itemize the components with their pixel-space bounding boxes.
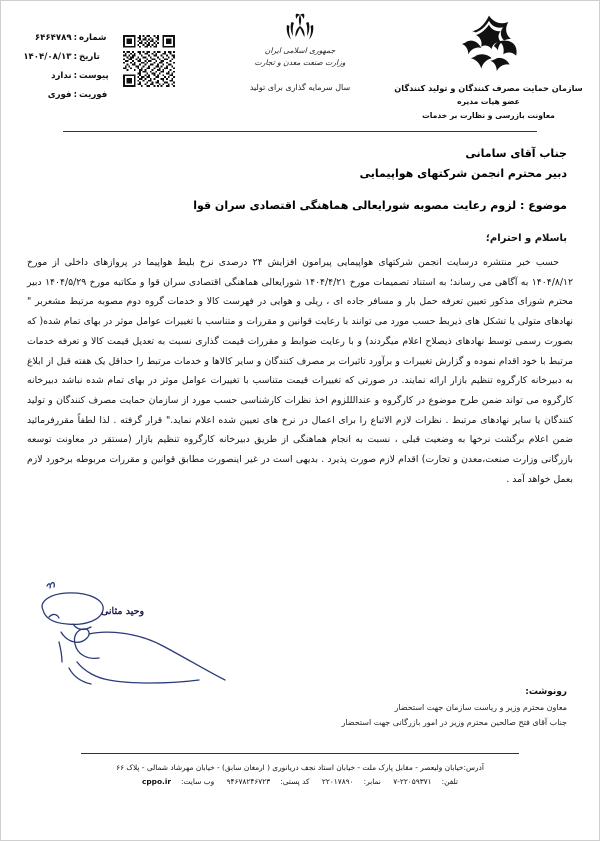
meta-colon: : <box>73 90 77 100</box>
footer-contact-line <box>21 775 579 789</box>
letter-body <box>27 253 573 489</box>
fax-value: ۲۲۰۱۷۸۹۰ <box>321 777 354 787</box>
meta-label-attachment: پیوست <box>79 71 109 81</box>
meta-label-number: شماره <box>79 33 107 43</box>
postal-value: ۹۴۶۷۸۲۴۶۷۲۳ <box>226 777 271 787</box>
subject-line: موضوع : لزوم رعایت مصوبه شورایعالی هماهنگی اقتصادی سران قوا <box>193 199 567 212</box>
addressee-title: دبیر محترم انجمن شرکتهای هواپیمایی <box>359 167 567 181</box>
org-name: سازمان حمایت مصرف کنندگان و تولید کنندگان <box>394 83 583 93</box>
meta-row-urgency <box>11 90 119 100</box>
meta-label-urgency: فوریت <box>79 90 108 100</box>
meta-rows <box>11 33 119 109</box>
address-value: خیابان ولیعصر - مقابل پارک ملت - خیابان استاد نجف دریانوری ( ارمغان سابق) - خیابان مهرشاد شمالی - پلاک ۶۶ <box>116 763 464 772</box>
ministry-name: وزارت صنعت معدن و تجارت <box>254 58 346 68</box>
meta-colon: : <box>73 33 77 43</box>
meta-value-urgency: فوری <box>47 90 72 100</box>
qr-code <box>123 35 175 87</box>
meta-colon: : <box>73 52 77 62</box>
org-department: معاونت بازرسی و نظارت بر خدمات <box>422 110 555 120</box>
organization-block <box>386 13 591 122</box>
org-role: عضو هیات مدیره <box>457 97 520 107</box>
phone-label: تلفن: <box>441 777 458 787</box>
cc-block <box>33 687 567 731</box>
meta-row-attachment <box>11 71 119 81</box>
meta-value-attachment: ندارد <box>51 71 72 81</box>
fax-label: نمابر: <box>363 777 381 787</box>
cc-title: رونوشت: <box>525 687 567 697</box>
meta-colon: : <box>73 71 77 81</box>
meta-row-number <box>11 33 119 43</box>
signature-block <box>29 576 289 696</box>
web-value[interactable]: cppo.ir <box>142 777 172 787</box>
cc-item: معاون محترم وزیر و ریاست سازمان جهت استحضار <box>394 703 567 712</box>
letter-footer <box>21 761 579 790</box>
salutation: باسلام و احترام؛ <box>485 233 567 244</box>
body-paragraph: حسب خبر منتشره درسایت انجمن شرکتهای هواپیمایی پیرامون افزایش ۲۴ درصدی نرخ بلیط هواپیما در پروازهای داخلی از مورخ ۱۴۰۴/۸/۱۲ به آگاهی می رساند؛ به استناد تصمیمات مورخ ۱۴۰۴/۴/۲۱ شورایعالی هماهنگی اقتصادی سران قوا و مکاتبه مورخ ۱۴۰۴/۵/۲۹ دبیر محترم شورای مذکور تعیین تعرفه حمل بار و مسافر جاده ای ، ریلی و هوایی در فهرست کالا و خدمات گروه دوم مصوبه مرتبط مشعربر " نهادهای متولی یا تشکل های ذیربط حسب مورد می توانند با رعایت قوانین و مقررات و متناسب با تغییرات عوامل موثر در بهای تمام شده( که بصورت رسمی توسط نهادهای ذیصلاح اعلام میگردند) و با رعایت ضوابط و مقررات قیمت گذاری نسبت به تعدیل قیمت کالا و تعرفه خدمات مرتبط با خود اقدام نموده و گزارش تغییرات و برآورد تاثیرات بر مصرف کنندگان و سایر کالاها و خدمات مرتبط را حداقل یک هفته قبل از ابلاغ به دبیرخانه کارگروه تنظیم بازار ارائه نمایند. در صورتی که تغییرات قیمت متناسب با تغییرات عوامل موثر در بهای تمام شده نباشد دبیرخانه کارگروه می تواند ضمن طرح موضوع در کارگروه و عندالللزوم اخذ نظرات کارشناسی حسب مورد از سازمان حمایت مصرف کنندگان و تولید کنندگان یا سایر نهادهای مرتبط . نظرات لازم الاتباع را برای اعمال در نرخ های تعیین شده اعلام نماید." قرار گرفته . لذا لطفاً مقررفرمائید ضمن اعلام برگشت نرخها به وضعیت قبلی ، نسبت به انجام هماهنگی از طریق دبیرخانه کارگروه تنظیم بازار (مستقر در معاونت توسعه بازرگانی وزارت صنعت،معدن و تجارت) اقدام لازم صورت پذیرد . بدیهی است در غیر اینصورت مطابق قوانین و مقررات مربوطه برخورد لازم بعمل خواهد آمد . <box>27 257 573 485</box>
phone-value: ۲۲۰۵۹۳۷۱-۷ <box>393 777 432 787</box>
meta-label-date: تاریخ <box>79 52 100 62</box>
iran-national-emblem <box>285 11 315 43</box>
postal-label: کد پستی: <box>280 777 310 787</box>
letter-header <box>1 9 599 129</box>
meta-row-date <box>11 52 119 62</box>
signer-name: وحید مثانی <box>101 606 145 617</box>
meta-value-number: ۶۴۶۴۷۸۹ <box>34 33 72 43</box>
addressee-block <box>33 144 567 185</box>
web-label: وب سایت: <box>181 777 215 787</box>
footer-divider <box>81 753 519 754</box>
address-label: آدرس: <box>463 763 484 772</box>
cc-item: جناب آقای فتح صالحین محترم وزیر در امور بازرگانی جهت استحضار <box>341 717 567 727</box>
handwritten-signature <box>29 576 289 696</box>
addressee-name: جناب آقای سامانی <box>465 147 567 160</box>
meta-value-date: ۱۴۰۴/۰۸/۱۳ <box>23 52 72 62</box>
government-name: جمهوری اسلامی ایران <box>264 46 336 55</box>
header-divider <box>63 131 537 132</box>
year-slogan: سال سرمایه گذاری برای تولید <box>249 83 351 93</box>
footer-address-line <box>21 761 579 775</box>
government-block <box>205 11 395 92</box>
pinwheel-star-logo <box>456 13 522 75</box>
